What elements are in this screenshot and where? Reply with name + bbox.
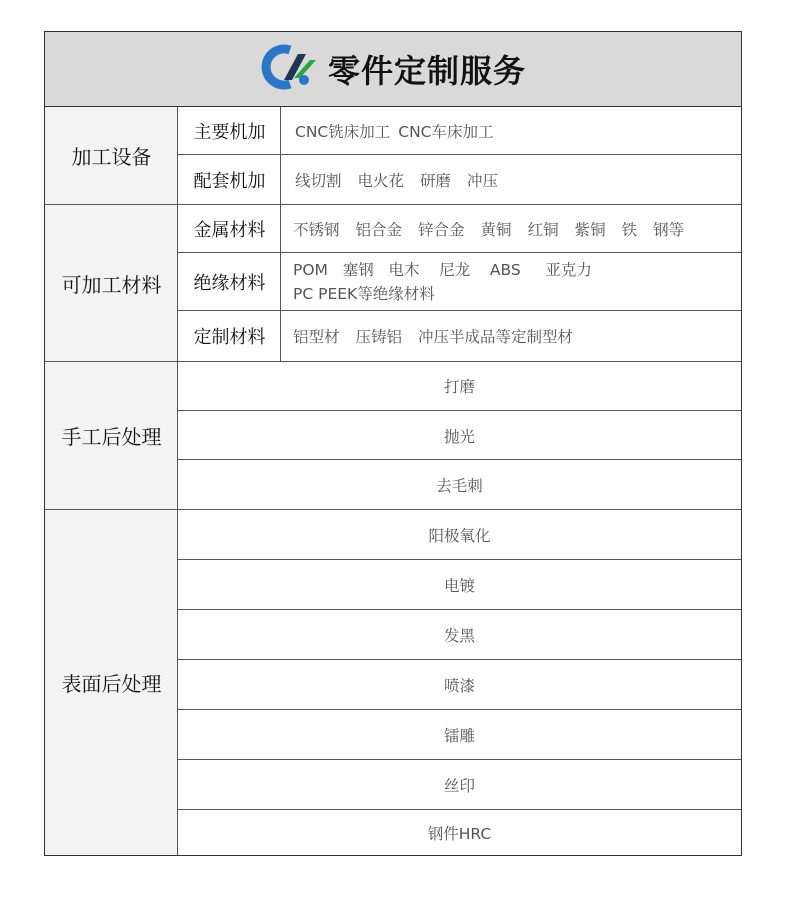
list-item: 电镀: [443, 577, 475, 595]
row-label-main-machining: 主要机加: [193, 122, 266, 143]
service-table: [44, 31, 742, 856]
list-item: CNC车床加工: [398, 123, 494, 141]
list-item: 镭雕: [443, 727, 475, 745]
grid-line: [178, 252, 741, 253]
list-item: POM 塞钢 电木 尼龙 ABS 亚克力: [293, 261, 592, 279]
category-materials: 可加工材料: [45, 205, 178, 361]
grid-line: [178, 609, 741, 610]
grid-line: [280, 107, 281, 361]
list-item: 电火花: [357, 171, 405, 190]
row-values-support-machining: [281, 155, 741, 204]
list-item: 研磨: [420, 171, 452, 190]
list-item: PC PEEK等绝缘材料: [293, 285, 435, 303]
list-item: 铁: [621, 221, 638, 239]
row-label-custom: 定制材料: [193, 327, 266, 348]
list-item: 冲压半成品等定制型材: [418, 328, 574, 346]
grid-line: [178, 809, 741, 810]
grid-line: [178, 709, 741, 710]
list-item: 发黑: [443, 627, 475, 645]
list-item: 压铸铝: [355, 328, 403, 346]
row-values-main-machining: [281, 107, 741, 155]
row-label-metal: 金属材料: [193, 220, 266, 241]
grid-line: [45, 361, 741, 362]
list-item: 不锈钢: [293, 221, 340, 239]
grid-line: [178, 310, 741, 311]
page-title: 零件定制服务: [327, 52, 526, 90]
list-item: 锌合金: [418, 221, 465, 239]
list-item: 线切割: [295, 171, 342, 190]
list-item: 钢等: [653, 221, 685, 239]
category-surface-finishing: 表面后处理: [45, 510, 178, 855]
list-item: 阳极氧化: [428, 527, 491, 545]
grid-line: [178, 154, 741, 155]
grid-line: [45, 509, 741, 510]
grid-line: [178, 459, 741, 460]
list-item: CNC铣床加工: [295, 123, 391, 141]
list-item: 铝型材: [293, 328, 340, 346]
list-item: 红铜: [527, 221, 559, 239]
list-item: 冲压: [467, 171, 499, 190]
grid-line: [178, 410, 741, 411]
list-item: 去毛刺: [436, 476, 483, 495]
table-header: [45, 32, 741, 107]
list-item: 钢件HRC: [427, 824, 492, 843]
list-item: 丝印: [443, 777, 475, 795]
row-label-support-machining: 配套机加: [193, 170, 266, 192]
grid-line: [45, 204, 741, 205]
grid-line: [178, 659, 741, 660]
list-item: 喷漆: [443, 677, 475, 695]
list-item: 铝合金: [355, 221, 403, 239]
category-equipment: 加工设备: [45, 107, 178, 204]
company-logo-icon: [260, 44, 318, 94]
list-item: 黄铜: [480, 221, 512, 239]
list-item: 紫铜: [574, 221, 606, 239]
row-label-insulating: 绝缘材料: [193, 273, 266, 294]
grid-line: [178, 559, 741, 560]
row-values-metal: [281, 205, 741, 253]
row-values-insulating: [281, 253, 741, 311]
list-item: 抛光: [443, 427, 475, 446]
category-manual-finishing: 手工后处理: [45, 361, 178, 509]
list-item: 打磨: [443, 378, 475, 396]
row-values-custom: [281, 311, 741, 361]
grid-line: [178, 759, 741, 760]
grid-line: [177, 107, 178, 855]
